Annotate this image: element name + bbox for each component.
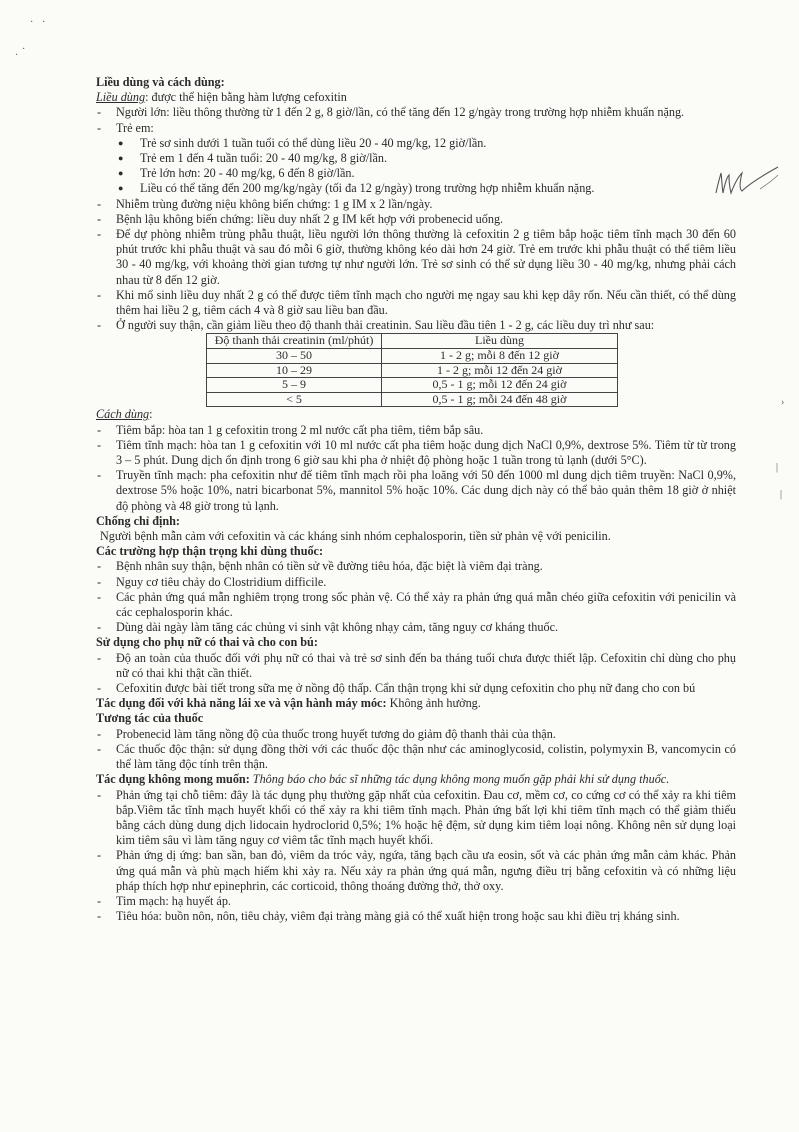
section-heading-adverse: Tác dụng không mong muốn: — [96, 772, 250, 787]
list-item: - Trẻ em: — [97, 120, 154, 135]
bullet-item: ● Trẻ lớn hơn: 20 - 40 mg/kg, 6 đến 8 giờ/lần. — [118, 166, 355, 181]
usage-heading: Cách dùng: — [96, 407, 153, 422]
list-item: - Tiêu hóa: buồn nôn, nôn, tiêu chảy, viêm đại tràng màng giả có thể xuất hiện trong hoặc sau khi điều trị kháng sinh. — [97, 909, 680, 924]
section-heading-contraindications: Chống chỉ định: — [96, 513, 180, 528]
scan-speck: | — [776, 462, 779, 473]
list-item: - Tim mạch: hạ huyết áp. — [97, 893, 231, 908]
section-heading-driving: Tác dụng đối với khả năng lái xe và vận hành máy móc: — [96, 696, 387, 711]
list-item: - Bệnh lậu không biến chứng: liều duy nhất 2 g IM kết hợp với probenecid uống. — [97, 211, 504, 226]
driving-section: Tác dụng đối với khả năng lái xe và vận hành máy móc: Không ảnh hưởng. — [96, 696, 481, 711]
list-item: - Khi mổ sinh liều duy nhất 2 g có thể được tiêm tĩnh mạch cho người mẹ ngay sau khi kẹp dây rốn. Nếu cần thiết, có thể dùng thêm hai liều 2 g, tiêm cách 4 và 8 giờ sau liều ban đầu. — [97, 287, 736, 318]
list-item: - Người lớn: liều thông thường từ 1 đến 2 g, 8 giờ/lần, có thể tăng đến 12 g/ngày trong trường hợp nhiễm khuẩn nặng. — [97, 105, 685, 120]
table-row — [207, 349, 618, 364]
scan-speck: · — [15, 50, 19, 61]
list-item: - Probenecid làm tăng nồng độ của thuốc trong huyết tương do giảm độ thanh thải của thận. — [97, 726, 556, 741]
scan-speck: | — [780, 489, 783, 500]
list-item: - Ở người suy thận, cần giảm liều theo độ thanh thải creatinin. Sau liều đầu tiên 1 - 2 g, các liều duy trì như sau: — [97, 318, 655, 333]
list-item: - Phản ứng dị ứng: ban sần, ban đỏ, viêm da tróc vảy, ngứa, tăng bạch cầu ưa eosin, sốt và các phản ứng mẫn cảm khác. Phản ứng quá mẫn và phù mạch hiếm khi xảy ra. Nếu xảy ra phản ứng quá mẫn, ngưng điều trị bằng cefoxitin và có những liệu pháp thích hợp như epinephrin, các corticoid, thông thoáng đường thở, thở oxy. — [97, 848, 736, 893]
list-item: - Tiêm tĩnh mạch: hòa tan 1 g cefoxitin với 10 ml nước cất pha tiêm hoặc dung dịch NaCl 0,9%, dextrose 5%. Tiêm từ từ trong 3 – 5 phút. Dung dịch ổn định trong 6 giờ sau khi pha ở nhiệt độ phòng hoặc 1 tuần trong tủ lạnh (dưới 5°C). — [97, 437, 736, 468]
list-item: - Cefoxitin được bài tiết trong sữa mẹ ở nồng độ thấp. Cẩn thận trọng khi sử dụng cefoxitin cho phụ nữ đang cho con bú — [97, 681, 696, 696]
table-cell: 1 - 2 g; mỗi 12 đến 24 giờ — [382, 363, 618, 378]
bullet-item: ● Liều có thể tăng đến 200 mg/kg/ngày (tối đa 12 g/ngày) trong trường hợp nhiễm khuẩn nặng. — [118, 181, 595, 196]
section-heading-pregnancy: Sử dụng cho phụ nữ có thai và cho con bú: — [96, 635, 318, 650]
table-cell: < 5 — [207, 392, 382, 407]
section-heading-cautions: Các trường hợp thận trọng khi dùng thuốc: — [96, 544, 324, 559]
list-item: - Truyền tĩnh mạch: pha cefoxitin như để tiêm tĩnh mạch rồi pha loãng với 50 đến 1000 ml dung dịch tiêm truyền: NaCl 0,9%, dextrose 5% hoặc 10%, natri bicarbonat 5%, mannitol 5% hoặc 10%. Các dung dịch này có thể bảo quản thêm 18 giờ ở nhiệt độ phòng và 48 giờ trong tủ lạnh. — [97, 468, 736, 513]
list-item: - Nguy cơ tiêu chảy do Clostridium difficile. — [97, 574, 327, 589]
list-item: - Để dự phòng nhiễm trùng phẫu thuật, liều người lớn thông thường là cefoxitin 2 g tiêm bắp hoặc tiêm tĩnh mạch 30 đến 60 phút trước khi phẫu thuật và sau đó mỗi 6 giờ, thường không kéo dài hơn 24 giờ. Trẻ em trước khi phẫu thuật có thể tiêm liều 30 - 40 mg/kg, với khoảng thời gian tương tự như người lớn. Trẻ sơ sinh có thể sử dụng liều 30 - 40 mg/kg, nhưng phải cách nhau từ 8 đến 12 giờ. — [97, 227, 736, 287]
list-item: - Bệnh nhân suy thận, bệnh nhân có tiền sử về đường tiêu hóa, đặc biệt là viêm đại tràng. — [97, 559, 543, 574]
scan-speck: › — [781, 397, 785, 408]
table-cell: 0,5 - 1 g; mỗi 24 đến 48 giờ — [382, 392, 618, 407]
table-row — [207, 392, 618, 407]
dosage-intro: Liều dùng: được thể hiện bằng hàm lượng cefoxitin — [96, 90, 347, 105]
table-row — [207, 378, 618, 393]
bullet-item: ● Trẻ em 1 đến 4 tuần tuổi: 20 - 40 mg/kg, 8 giờ/lần. — [118, 151, 388, 166]
renal-dose-table — [206, 333, 618, 407]
table-row — [207, 363, 618, 378]
document-body — [96, 75, 736, 924]
list-item: - Phản ứng tại chỗ tiêm: đây là tác dụng phụ thường gặp nhất của cefoxitin. Đau cơ, mềm cơ, co cứng cơ có thể xảy ra khi tiêm bắp.Viêm tắc tĩnh mạch huyết khối có thể xảy ra khi tiêm tĩnh mạch. Phản ứng bất lợi khi tiêm tĩnh mạch có thể giảm thiểu bằng cách dùng dung dịch lidocain hydroclorid 0,5%; 1% hoặc hệ đệm, sử dụng kim tiêm loại nông. Không nên sử dụng loại kim tiêm sâu vì làm tăng nguy cơ viêm tắc tĩnh mạch huyết khối. — [97, 787, 736, 848]
table-cell: 1 - 2 g; mỗi 8 đến 12 giờ — [382, 349, 618, 364]
section-heading-interactions: Tương tác của thuốc — [96, 711, 204, 726]
list-item: - Các phản ứng quá mẫn nghiêm trọng trong sốc phản vệ. Có thể xảy ra phản ứng quá mẫn chéo giữa cefoxitin với penicilin và các cephalosporin khác. — [97, 589, 736, 620]
table-cell: 0,5 - 1 g; mỗi 12 đến 24 giờ — [382, 378, 618, 393]
table-cell: 30 – 50 — [207, 349, 382, 364]
bullet-item: ● Trẻ sơ sinh dưới 1 tuần tuổi có thể dùng liều 20 - 40 mg/kg, 12 giờ/lần. — [118, 135, 487, 150]
scan-speck: · — [42, 17, 46, 28]
table-header-cell: Độ thanh thải creatinin (ml/phút) — [207, 334, 382, 349]
list-item: - Nhiễm trùng đường niệu không biến chứng: 1 g IM x 2 lần/ngày. — [97, 196, 433, 211]
table-cell: 5 – 9 — [207, 378, 382, 393]
list-item: - Tiêm bắp: hòa tan 1 g cefoxitin trong 2 ml nước cất pha tiêm, tiêm bắp sâu. — [97, 422, 484, 437]
contraindications-text: Người bệnh mẫn cảm với cefoxitin và các kháng sinh nhóm cephalosporin, tiền sử phản vệ với penicilin. — [100, 529, 611, 544]
table-header-cell: Liều dùng — [382, 334, 618, 349]
table-cell: 10 – 29 — [207, 363, 382, 378]
adverse-heading — [96, 772, 736, 787]
scan-speck: · — [30, 17, 34, 28]
dosage-label: Liều dùng — [96, 90, 146, 105]
section-heading-dosage: Liều dùng và cách dùng: — [96, 75, 225, 89]
list-item: - Độ an toàn của thuốc đối với phụ nữ có thai và trẻ sơ sinh đến ba tháng tuổi chưa được thiết lập. Cefoxitin chỉ dùng cho phụ nữ có thai khi thật cần thiết. — [97, 650, 736, 680]
list-item: - Các thuốc độc thận: sử dụng đồng thời với các thuốc độc thận như các aminoglycosid, colistin, polymyxin B, vancomycin có thể làm tăng độc tính trên thận. — [97, 741, 736, 772]
table-header-row — [207, 334, 618, 349]
adverse-note: Thông báo cho bác sĩ những tác dụng không mong muốn gặp phải khi sử dụng thuốc. — [249, 772, 670, 787]
scan-speck: · — [22, 44, 26, 55]
list-item: - Dùng dài ngày làm tăng các chủng vi sinh vật không nhạy cảm, tăng nguy cơ kháng thuốc. — [97, 620, 559, 635]
